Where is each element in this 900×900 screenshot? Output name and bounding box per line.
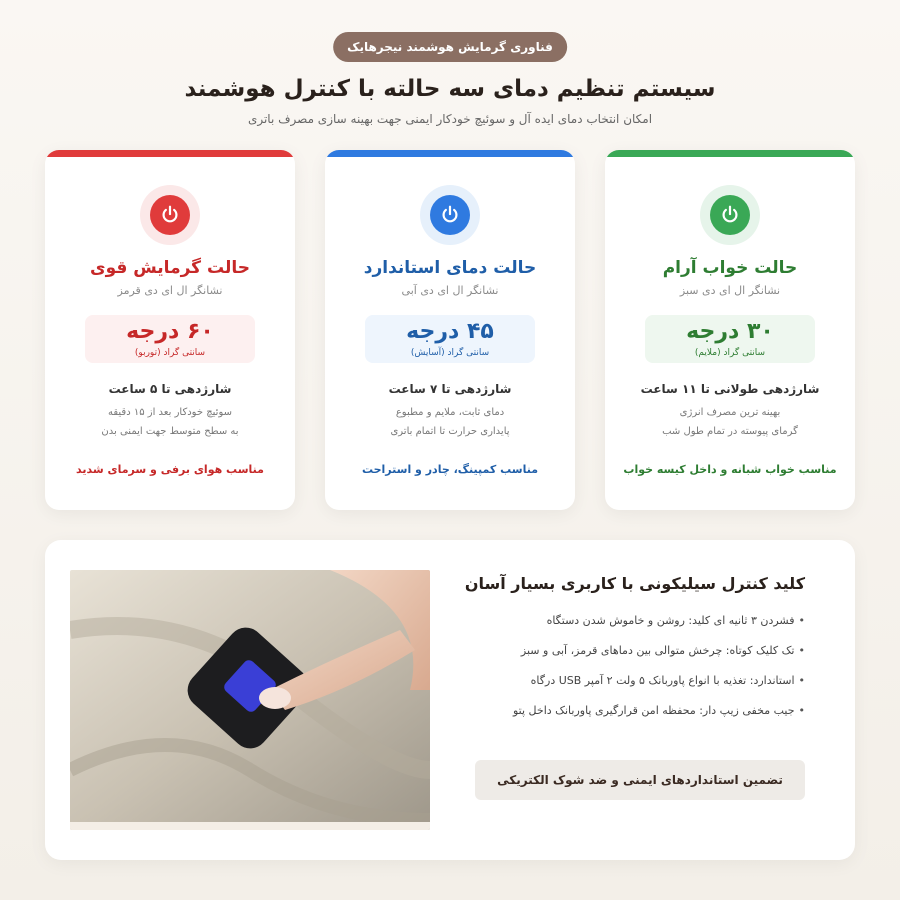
header-badge: فناوری گرمایش هوشمند نیجرهایک [333,32,567,62]
feature-text: جیب مخفی زیپ دار: محفظه امن قرارگیری پاوربانک داخل پتو [513,704,795,717]
mode-description-line-1: بهینه ترین مصرف انرژی [679,407,781,418]
power-icon [150,195,190,235]
mode-card-sleep[interactable] [605,150,855,510]
charge-duration: شارژدهی طولانی تا ۱۱ ساعت [640,382,820,396]
safety-guarantee-button[interactable]: تضمین استانداردهای ایمنی و ضد شوک الکتریکی [475,760,805,800]
mode-title: حالت دمای استاندارد [363,258,537,278]
mode-suitable-for: مناسب کمپینگ، چادر و استراحت [361,463,539,476]
power-icon [710,195,750,235]
power-icon-halo [420,185,480,245]
feature-item [513,704,805,717]
card-accent-bar [325,150,575,157]
temperature-value: ۴۵ درجه [406,319,494,344]
mode-description-line-2: به سطح متوسط جهت ایمنی بدن [101,426,239,437]
mode-title: حالت گرمایش قوی [89,258,250,278]
temperature-box [365,315,535,363]
bullet: • [798,704,805,717]
silicone-button-photo [70,570,430,830]
led-indicator-text: نشانگر ال ای دی سبز [679,284,781,297]
feature-item [521,644,805,657]
mode-description-line-2: پایداری حرارت تا اتمام باتری [390,426,510,437]
feature-item [531,674,805,687]
mode-title: حالت خواب آرام [662,258,798,278]
card-accent-bar [605,150,855,157]
panel-title: کلید کنترل سیلیکونی با کاربری بسیار آسان [464,574,805,593]
mode-card-standard[interactable] [325,150,575,510]
page-title: سیستم تنظیم دمای سه حالته با کنترل هوشمند [184,76,716,102]
mode-suitable-for: مناسب هوای برفی و سرمای شدید [76,463,264,476]
power-icon-halo [700,185,760,245]
bullet: • [798,614,805,627]
bullet: • [798,674,805,687]
mode-cards [45,150,855,510]
temperature-value: ۶۰ درجه [126,319,214,344]
temperature-unit: سانتی گراد (ملایم) [694,348,766,358]
power-icon-halo [140,185,200,245]
charge-duration: شارژدهی تا ۷ ساعت [388,382,512,396]
temperature-unit: سانتی گراد (توربو) [134,348,206,358]
card-accent-bar [45,150,295,157]
feature-text: تک کلیک کوتاه: چرخش متوالی بین دماهای قرمز، آبی و سبز [520,644,795,657]
mode-card-strong[interactable] [45,150,295,510]
led-indicator-text: نشانگر ال ای دی قرمز [117,284,223,297]
mode-suitable-for: مناسب خواب شبانه و داخل کیسه خواب [623,463,837,476]
mode-description-line-1: سوئیچ خودکار بعد از ۱۵ دقیقه [107,407,233,418]
mode-description-line-2: گرمای پیوسته در تمام طول شب [662,426,798,437]
temperature-value: ۳۰ درجه [686,319,774,344]
feature-text: استاندارد: تغذیه با انواع پاوربانک ۵ ولت ۲ آمپر USB درگاه [530,674,795,687]
temperature-box [645,315,815,363]
feature-item [547,614,805,627]
led-indicator-text: نشانگر ال ای دی آبی [401,284,499,297]
temperature-box [85,315,255,363]
mode-description-line-1: دمای ثابت، ملایم و مطبوع [395,407,505,418]
page-subtitle: امکان انتخاب دمای ایده آل و سوئیچ خودکار ایمنی جهت بهینه سازی مصرف باتری [247,112,653,126]
charge-duration: شارژدهی تا ۵ ساعت [108,382,232,396]
power-icon [430,195,470,235]
temperature-unit: سانتی گراد (آسایش) [410,348,490,358]
control-button-panel [45,540,855,860]
bullet: • [798,644,805,657]
feature-text: فشردن ۳ ثانیه ای کلید: روشن و خاموش شدن دستگاه [546,614,795,627]
